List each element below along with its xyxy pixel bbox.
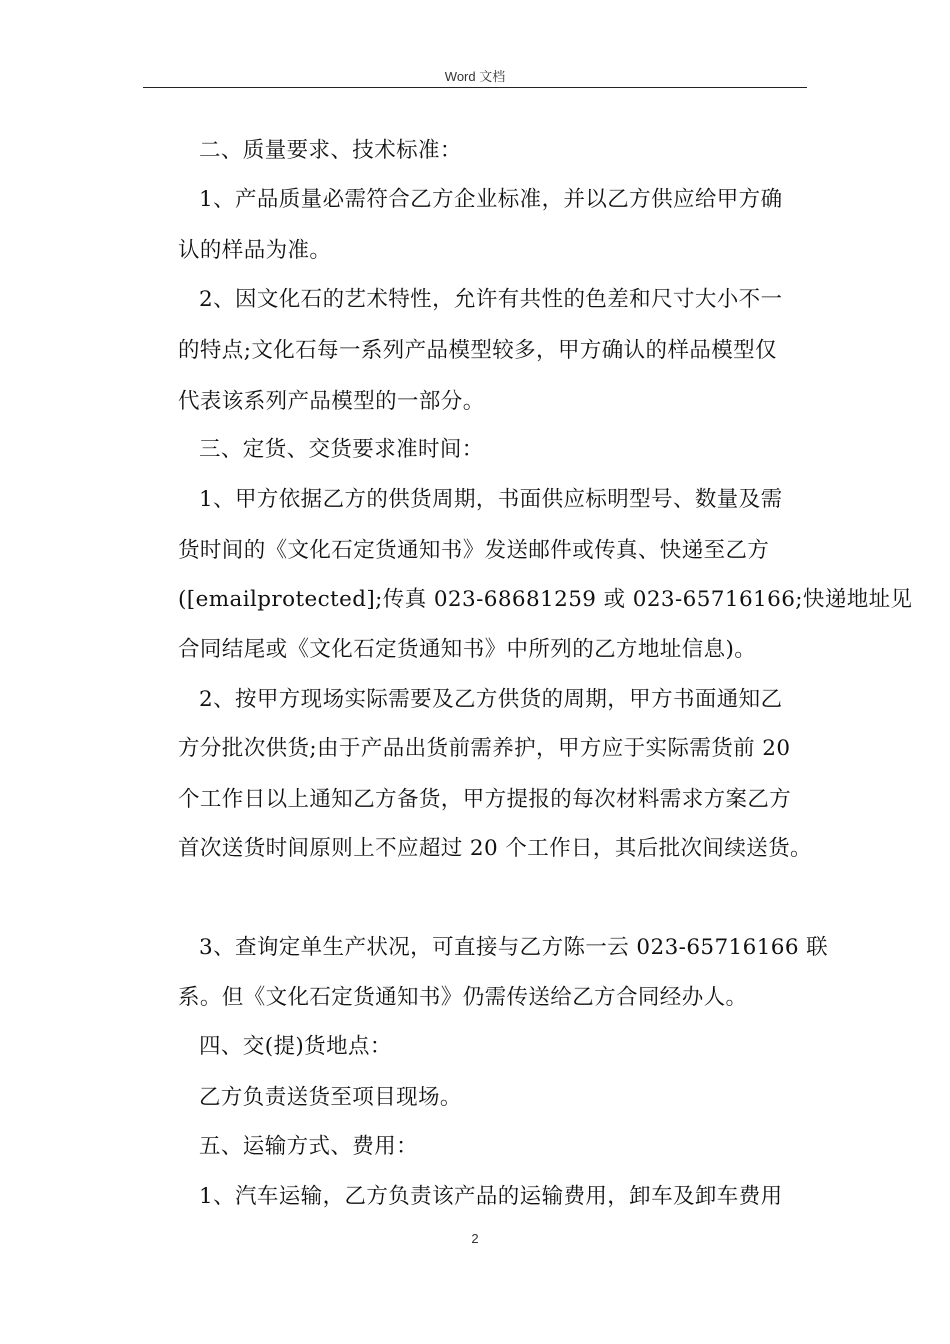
paragraph-line: 方分批次供货;由于产品出货前需养护，甲方应于实际需货前 20 xyxy=(178,736,791,761)
paragraph-line: 货时间的《文化石定货通知书》发送邮件或传真、快递至乙方 xyxy=(178,538,770,563)
paragraph-line: 1、甲方依据乙方的供货周期，书面供应标明型号、数量及需 xyxy=(199,487,783,512)
section-heading-transport: 五、运输方式、费用： xyxy=(199,1134,419,1159)
paragraph-line: 认的样品为准。 xyxy=(178,238,332,263)
section-heading-ordering: 三、定货、交货要求准时间： xyxy=(199,437,484,462)
paragraph-line: 3、查询定单生产状况，可直接与乙方陈一云 023-65716166 联 xyxy=(199,935,829,960)
paragraph-line: 首次送货时间原则上不应超过 20 个工作日，其后批次间续送货。 xyxy=(178,836,812,861)
paragraph-line: 个工作日以上通知乙方备货，甲方提报的每次材料需求方案乙方 xyxy=(178,787,792,812)
section-heading-quality: 二、质量要求、技术标准： xyxy=(199,138,462,163)
document-header-title: Word 文档 xyxy=(444,69,506,84)
paragraph-line: 代表该系列产品模型的一部分。 xyxy=(178,389,485,414)
page-number: 2 xyxy=(471,1231,479,1246)
paragraph-line: 系。但《文化石定货通知书》仍需传送给乙方合同经办人。 xyxy=(178,985,748,1010)
paragraph-line: 2、按甲方现场实际需要及乙方供货的周期，甲方书面通知乙 xyxy=(199,687,783,712)
paragraph-line: 合同结尾或《文化石定货通知书》中所列的乙方地址信息)。 xyxy=(178,637,757,662)
paragraph-line: 1、产品质量必需符合乙方企业标准，并以乙方供应给甲方确 xyxy=(199,187,783,212)
section-heading-delivery-location: 四、交(提)货地点： xyxy=(199,1034,392,1059)
paragraph-line: 2、因文化石的艺术特性，允许有共性的色差和尺寸大小不一 xyxy=(199,287,783,312)
paragraph-line: 乙方负责送货至项目现场。 xyxy=(199,1085,462,1110)
paragraph-line: ([emailprotected];传真 023-68681259 或 023-65716166;快递地址见 xyxy=(178,587,913,612)
header-divider xyxy=(143,87,807,88)
paragraph-line: 的特点;文化石每一系列产品模型较多，甲方确认的样品模型仅 xyxy=(178,338,777,363)
paragraph-line: 1、汽车运输，乙方负责该产品的运输费用，卸车及卸车费用 xyxy=(199,1184,783,1209)
